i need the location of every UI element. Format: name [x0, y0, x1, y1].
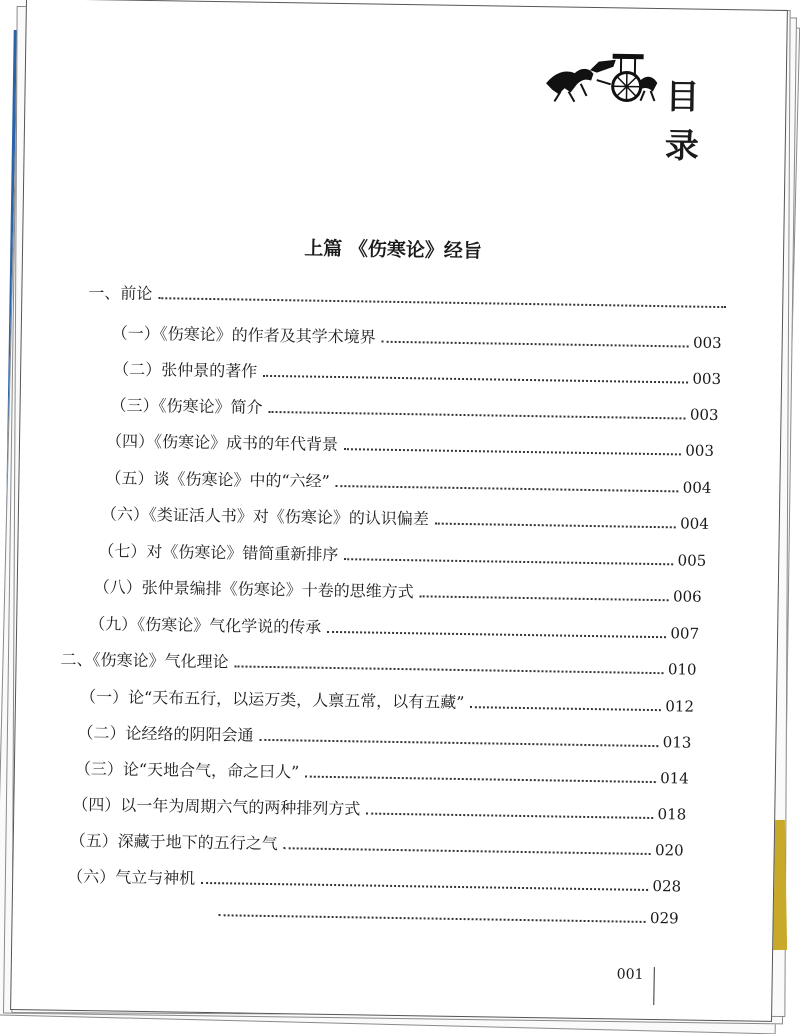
- toc-entry-page: 003: [689, 405, 719, 425]
- toc-entry-label: （二）论经络的阴阳会通: [77, 722, 254, 745]
- toc-entry[interactable]: [105, 465, 711, 498]
- toc-entry[interactable]: [88, 280, 728, 313]
- toc-entry[interactable]: [89, 611, 699, 644]
- toc-entry[interactable]: [106, 428, 714, 461]
- toc-entry[interactable]: [113, 356, 721, 389]
- toc-entry[interactable]: [98, 538, 706, 571]
- toc-entry[interactable]: [72, 792, 686, 825]
- toc-entry-page: 003: [692, 369, 722, 389]
- leader-dots: [284, 846, 651, 855]
- leader-dots: [235, 664, 664, 674]
- toc-entry-page: 029: [649, 908, 679, 928]
- leader-dots: [435, 522, 676, 529]
- leader-dots: [344, 557, 673, 565]
- toc-entry-page: 007: [670, 624, 700, 643]
- toc-entry-label: （四）以一年为周期六气的两种排列方式: [72, 794, 361, 819]
- toc-entry-page: 003: [685, 441, 715, 460]
- toc-entry[interactable]: [101, 501, 709, 534]
- leader-dots: [158, 296, 726, 308]
- toc-entry-page: 005: [677, 551, 707, 570]
- toc-entry-page: 018: [657, 805, 687, 824]
- leader-dots: [336, 484, 679, 492]
- leader-dots: [382, 340, 689, 348]
- leader-dots: [366, 812, 653, 820]
- toc-entry-label: （三）论“天地合气，命之曰人”: [74, 758, 300, 782]
- toc-entry-label: （六）气立与神机: [67, 866, 196, 888]
- leader-dots: [219, 913, 646, 923]
- toc-entry-label: （五）谈《伤寒论》中的“六经”: [105, 468, 330, 491]
- toc-entry[interactable]: [75, 756, 689, 789]
- leader-dots: [327, 630, 666, 638]
- toc-entry-page: 013: [662, 733, 692, 752]
- toc-entry-page: 010: [667, 660, 697, 679]
- toc-entry-label: （七）对《伤寒论》错简重新排序: [98, 541, 339, 565]
- toc-entry[interactable]: [67, 864, 681, 897]
- toc-entry-label: （九）《伤寒论》气化学说的传承: [89, 614, 322, 637]
- toc-entry[interactable]: [94, 574, 702, 607]
- toc-entry[interactable]: [110, 392, 718, 425]
- leader-dots: [259, 738, 658, 747]
- toc-entry-label: （一）《伤寒论》的作者及其学术境界: [111, 323, 376, 347]
- leader-dots: [263, 374, 688, 384]
- leader-dots: [344, 447, 681, 455]
- toc-entry-page: 006: [672, 587, 702, 606]
- toc-entry-label: （五）深藏于地下的五行之气: [69, 830, 278, 854]
- toc-entry-page: 003: [692, 333, 722, 353]
- toc-entry-page: 020: [654, 841, 684, 860]
- toc-entry-label: （八）张仲景编排《伤寒论》十卷的思维方式: [93, 577, 414, 602]
- toc-entry-page: 028: [652, 877, 682, 896]
- toc-entry[interactable]: [70, 828, 684, 861]
- toc-entry[interactable]: [80, 684, 694, 717]
- leader-dots: [470, 705, 661, 711]
- toc-entry-label: （六）《类证活人书》对《伤寒论》的认识偏差: [100, 504, 430, 529]
- part-heading: 上篇 《伤寒论》经旨: [304, 237, 483, 263]
- leader-dots: [420, 594, 669, 601]
- toc-entry[interactable]: [213, 902, 679, 927]
- toc-entry-page: 004: [682, 478, 712, 497]
- toc-entry-label: （一）论“天布五行，以运万类，人禀五常，以有五藏”: [79, 687, 465, 713]
- toc-entry[interactable]: [112, 320, 722, 353]
- toc-list: [11, 0, 787, 1021]
- toc-entry-page: 012: [665, 697, 695, 716]
- toc-entry[interactable]: [60, 647, 696, 680]
- toc-entry-page: 014: [660, 769, 689, 788]
- toc-entry[interactable]: [77, 720, 691, 753]
- toc-entry-label: 一、前论: [88, 283, 153, 304]
- toc-entry-label: （三）《伤寒论》简介: [110, 395, 263, 417]
- page-number: 001: [616, 966, 644, 983]
- leader-dots: [201, 881, 648, 891]
- toc-entry-label: 二、《伤寒论》气化理论: [60, 649, 229, 672]
- leader-dots: [305, 775, 656, 784]
- toc-entry-page: 004: [680, 514, 709, 533]
- page-title: 目 录: [664, 77, 714, 167]
- leader-dots: [269, 410, 686, 420]
- toc-page: [10, 0, 788, 1022]
- toc-entry-label: （四）《伤寒论》成书的年代背景: [105, 431, 339, 455]
- toc-entry-label: （二）张仲景的著作: [113, 359, 258, 381]
